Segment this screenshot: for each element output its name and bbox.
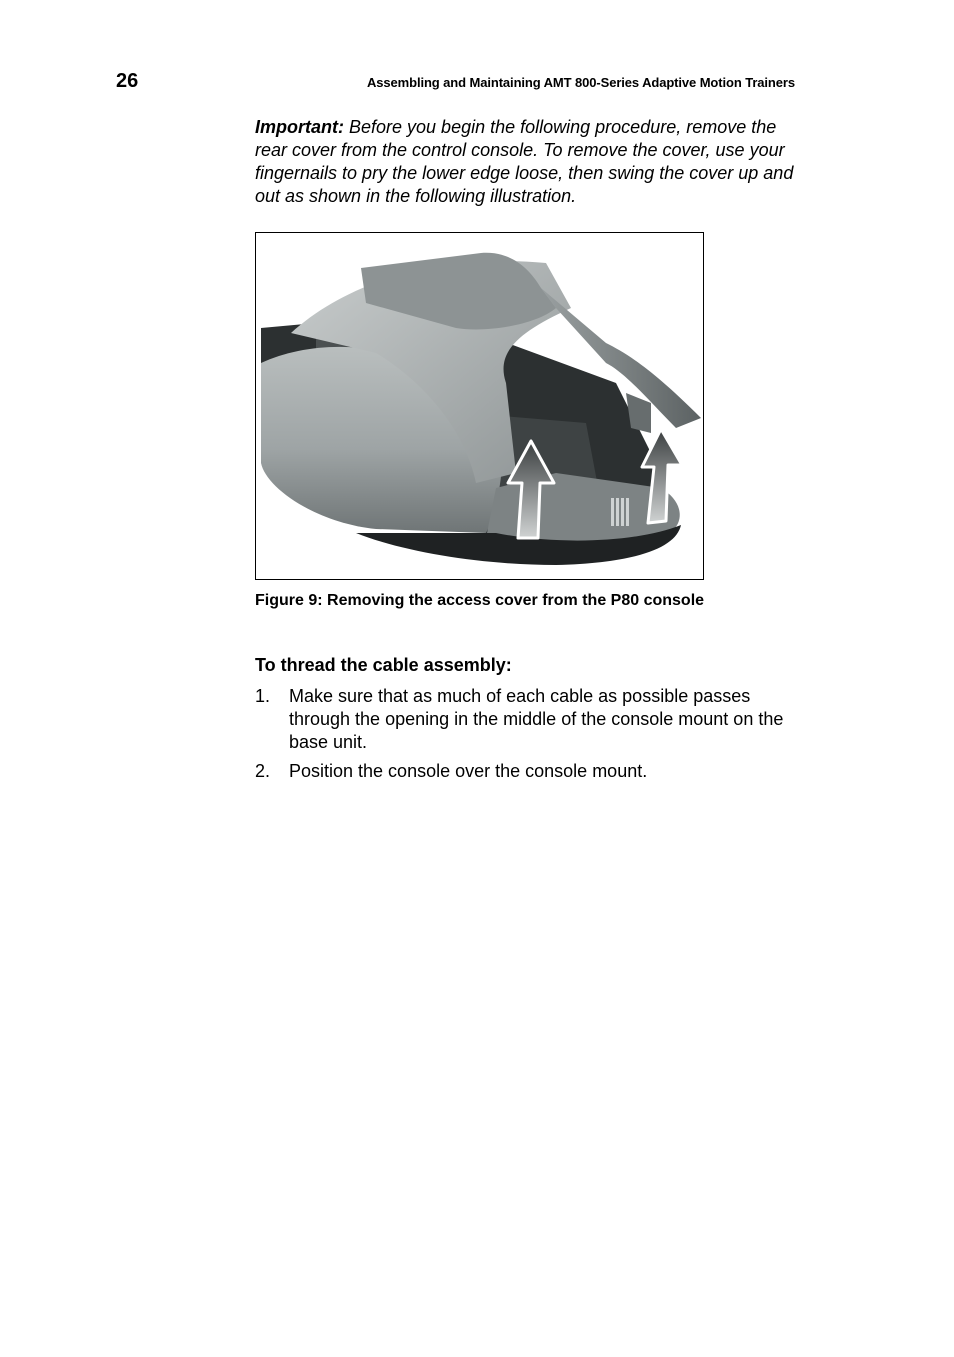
important-text: Before you begin the following procedure, remove the rear cover from the control console. To remove the cover, use your fingernails to pry the lower edge loose, then swing the cover up and out as shown in the following illustration. — [255, 117, 794, 206]
list-item — [255, 760, 800, 783]
page-number: 26 — [116, 70, 139, 92]
figure-frame — [255, 232, 704, 580]
procedure-heading: To thread the cable assembly: — [255, 655, 512, 675]
important-note — [255, 116, 800, 208]
step-number: 2. — [255, 761, 271, 781]
important-label: Important: — [255, 117, 344, 137]
procedure-steps — [255, 685, 800, 789]
step-text: Make sure that as much of each cable as possible passes through the opening in the middle of the console mount on the base unit. — [289, 686, 784, 752]
running-header: Assembling and Maintaining AMT 800-Series Adaptive Motion Trainers — [366, 75, 795, 90]
step-text: Position the console over the console mount. — [289, 761, 648, 781]
step-number: 1. — [255, 686, 271, 706]
list-item — [255, 685, 800, 754]
figure-caption: Figure 9: Removing the access cover from the P80 console — [255, 592, 705, 609]
console-illustration — [256, 233, 703, 579]
